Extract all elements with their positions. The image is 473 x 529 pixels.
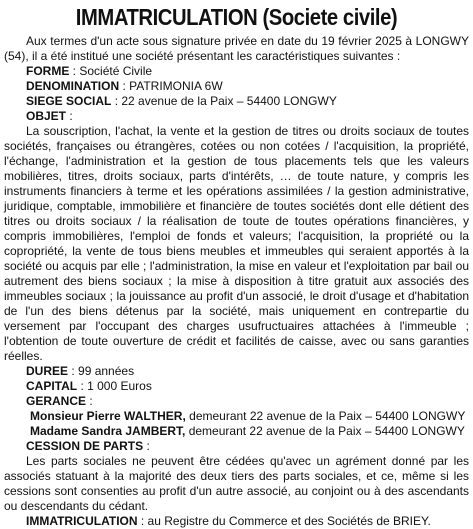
manager-line	[4, 424, 469, 439]
duree-value: : 99 années	[68, 364, 135, 378]
capital-label: CAPITAL	[26, 379, 78, 393]
siege-label: SIEGE SOCIAL	[26, 94, 112, 108]
duree-label: DUREE	[26, 364, 69, 378]
denomination-line	[4, 79, 469, 94]
immatriculation-value: : au Registre du Commerce et des Sociétés de BRIEY.	[137, 514, 431, 528]
intro-paragraph: Aux termes d'un acte sous signature privée en date du 19 février 2025 à LONGWY (54), il a été institué une société présentant les caractéristiques suivantes :	[4, 34, 469, 63]
manager-line	[4, 409, 469, 424]
denomination-label: DENOMINATION	[26, 79, 120, 93]
forme-value: : Société Civile	[69, 64, 153, 78]
denomination-value: : PATRIMONIA 6W	[119, 79, 223, 93]
capital-value: : 1 000 Euros	[77, 379, 152, 393]
gerance-suffix: :	[86, 394, 93, 408]
immatriculation-label: IMMATRICULATION	[26, 514, 138, 528]
cession-suffix: :	[143, 439, 150, 453]
manager-address: demeurant 22 avenue de la Paix – 54400 LONGWY	[185, 409, 466, 423]
objet-label: OBJET	[26, 109, 67, 123]
manager-address: demeurant 22 avenue de la Paix – 54400 LONGWY	[185, 424, 465, 438]
manager-name: Madame Sandra JAMBERT,	[30, 424, 186, 438]
cession-label: CESSION DE PARTS	[26, 439, 144, 453]
cession-heading	[4, 439, 469, 454]
siege-value: : 22 avenue de la Paix – 54400 LONGWY	[111, 94, 337, 108]
objet-heading	[4, 109, 469, 124]
gerance-label: GERANCE	[26, 394, 87, 408]
immatriculation-line	[4, 514, 469, 529]
forme-line	[4, 64, 469, 79]
siege-line	[4, 94, 469, 109]
objet-suffix: :	[66, 109, 73, 123]
notice-title: IMMATRICULATION (Societe civile)	[75, 4, 398, 30]
duree-line	[4, 364, 469, 379]
objet-paragraph: La souscription, l'achat, la vente et la gestion de titres ou droits sociaux de toutes sociétés, françaises ou étrangères, cotées ou non cotées / l'acquisition, la propriété, l'échange, l'administration et la gestion de tous placements tels que les valeurs mobilières, titres, droits sociaux, parts d'intérêts, … de toute nature, y compris les instruments financiers à terme et les opérations assimilées / la gestion administrative, juridique, comptable, immobilière et financière de toutes sociétés dont elle détient des titres ou droits sociaux / la réalisation de toute de toutes opérations financières, y compris immobilières, l'emploi de fonds et valeurs; l'acquisition, la propriété ou la copropriété, la vente de tous biens meubles et immeubles qui seraient apportés à la société ou acquis par elle ; l'administration, la mise en valeur et l'exploitation par bail ou autrement des biens sociaux ; la mise à disposition à titre gratuit aux associés des immeubles sociaux ; la jouissance au profit d'un associé, le droit d'usage et d'habitation de l'un des biens détenus par la société, mais uniquement en contrepartie du versement par l'occupant des charges usufructuaires attachées à l'immeuble ; l'obtention de toute ouverture de crédit et facilités de caisse, avec ou sans garanties réelles.	[4, 124, 469, 363]
cession-paragraph: Les parts sociales ne peuvent être cédées qu'avec un agrément donné par les associés statuant à la majorité des deux tiers des parts sociales, et ce, même si les cessions sont consenties au profit d'un autre associé, au conjoint ou à des ascendants ou descendants du cédant.	[4, 454, 469, 513]
notice-body	[4, 34, 469, 529]
gerance-heading	[4, 394, 469, 409]
capital-line	[4, 379, 469, 394]
manager-name: Monsieur Pierre WALTHER,	[30, 409, 186, 423]
forme-label: FORME	[26, 64, 70, 78]
